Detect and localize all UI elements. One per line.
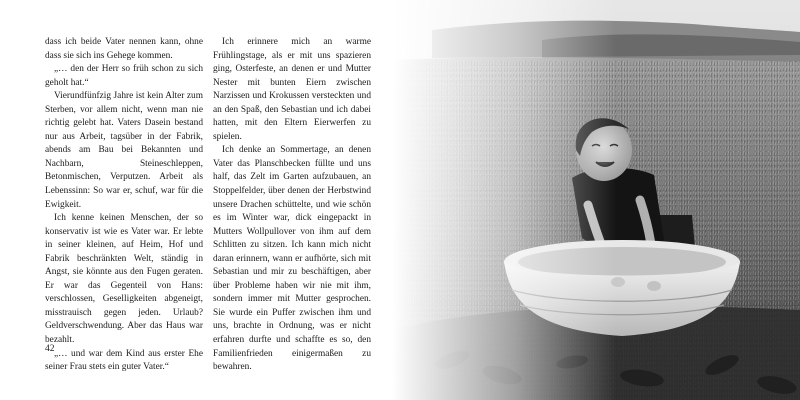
photo-child-in-washtub <box>392 0 800 400</box>
left-text-column <box>45 36 203 375</box>
page-number: 42 <box>45 344 55 354</box>
paragraph: Ich kenne keinen Menschen, der so konservativ ist wie es Vater war. Er lebte in seiner kleinen, auf Heim, Hof und Fabrik beschränkten Welt, ständig in Angst, sie könnte aus den Fugen geraten. Er war das Gegenteil von Hans: verschlossen, Geselligkeiten abgeneigt, misstrauisch gegen jeden. Urlaub? Geldverschwendung. Aber das Haus war bezahlt. <box>45 213 203 346</box>
right-text-column <box>213 36 371 375</box>
paragraph: dass ich beide Vater nennen kann, ohne dass sie sich ins Gehege kommen. <box>45 37 203 61</box>
paragraph: Ich denke an Sommertage, an denen Vater das Planschbecken füllte und uns half, das Zelt im Garten aufzubauen, an Stoppelfelder, über denen der Herbstwind unsere Drachen schüttelte, und wie schön es im Winter war, dick eingepackt in Mutters Wollpullover von ihm auf dem Schlitten zu sitzen. Ich kann mich nicht daran erinnern, wann er aufhörte, sich mit Sebastian und mir zu beschäftigen, aber über Probleme haben wir nie mit ihm, sondern immer mit Mutter gesprochen. Sie wurde ein Puffer zwischen ihm und uns, brachte in Ordnung, was er nicht erfahren durfte und schaffte es so, den Familienfrieden einigermaßen zu bewahren. <box>213 145 371 373</box>
paragraph: Ich erinnere mich an warme Frühlingstage, als er mit uns spazieren ging, Osterfeste, an denen er und Mutter Nester mit bunten Eiern zwischen Narzissen und Krokussen versteckten und an den Spaß, den Sebastian und ich dabei hatten, mit den Eltern Eierwerfen zu spielen. <box>213 37 371 142</box>
paragraph: „… und war dem Kind aus erster Ehe seiner Frau stets ein guter Vater.“ <box>45 348 203 373</box>
paragraph: „… den der Herr so früh schon zu sich geholt hat.“ <box>45 64 203 88</box>
paragraph: Vierundfünfzig Jahre ist kein Alter zum Sterben, vor allem nicht, wenn man nie richtig gelebt hat. Vaters Dasein bestand nur aus Arbeit, tagsüber in der Fabrik, abends am Bau bei Bekannten und Nachbarn, Steineschleppen, Betonmischen, Verputzen. Arbeit als Lebenssinn: So war er, schuf, war für die Ewigkeit. <box>45 91 203 210</box>
